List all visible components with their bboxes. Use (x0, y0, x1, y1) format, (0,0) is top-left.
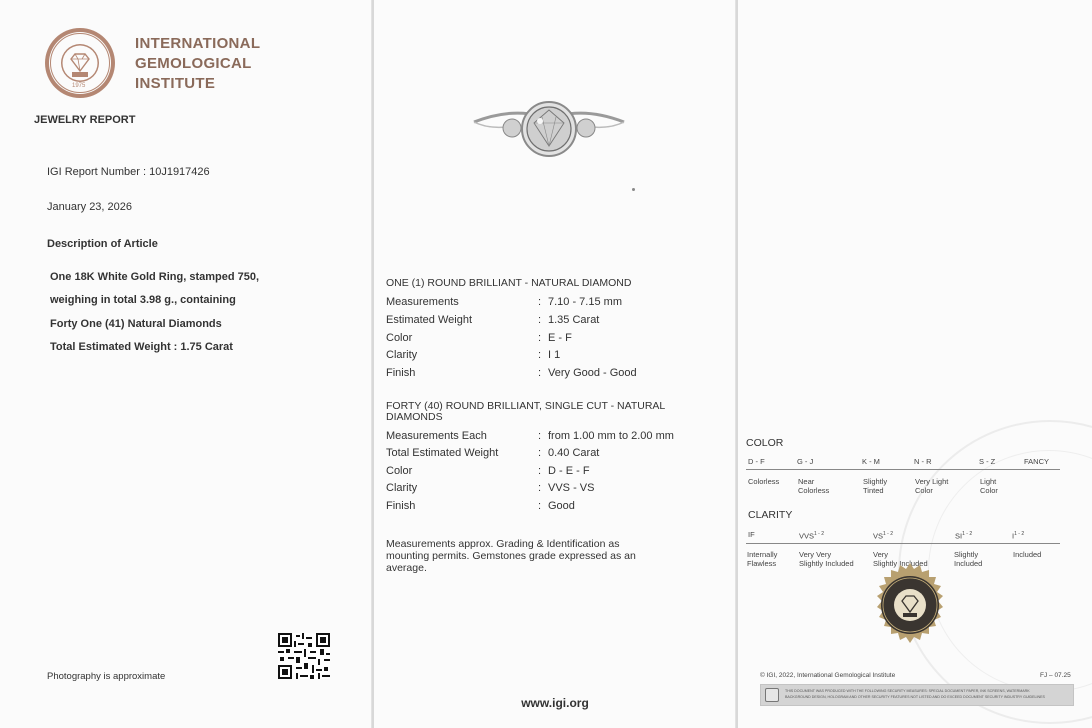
color-description: Colorless (798, 486, 830, 495)
center-stone-heading: ONE (1) ROUND BRILLIANT - NATURAL DIAMOND (386, 277, 632, 289)
report-type: JEWELRY REPORT (34, 114, 136, 126)
clarity-description: Slightly (954, 550, 979, 559)
middle-panel (374, 0, 736, 728)
side-stones-heading-cont: DIAMONDS (386, 411, 443, 423)
security-line: BACKGROUND DESIGN, HOLOGRAM AND OTHER SECURITY FEATURES NOT LISTED AND DO EXCEED DOCUMENT SECURITY INDUSTRY GUIDELINES (785, 695, 1045, 699)
side-stones-heading: FORTY (40) ROUND BRILLIANT, SINGLE CUT - NATURAL (386, 400, 666, 412)
brand-line-1: INTERNATIONAL (135, 35, 261, 52)
photo-note: Photography is approximate (47, 671, 166, 682)
form-code: FJ – 07.25 (1040, 672, 1071, 679)
clarity-grade-sup: 1 - 2 (1014, 531, 1025, 537)
row-value: 1.35 Carat (548, 314, 600, 326)
brand-line-2: GEMOLOGICAL (135, 55, 252, 72)
ring-photo (470, 96, 628, 162)
color-description: Tinted (863, 486, 884, 495)
clarity-description: Included (954, 559, 983, 568)
clarity-grade (799, 530, 824, 541)
igi-hologram-seal (864, 562, 956, 648)
note-line: mounting permits. Gemstones grade expressed as an (386, 550, 636, 562)
color-grade: N - R (914, 457, 932, 466)
description-heading: Description of Article (47, 238, 158, 250)
clarity-grade (1012, 530, 1024, 541)
color-description: Slightly (863, 477, 888, 486)
row-label: Finish (386, 367, 416, 379)
copyright: © IGI, 2022, International Gemological Institute (760, 672, 896, 679)
note-line: Measurements approx. Grading & Identification as (386, 538, 620, 550)
color-grade: S - Z (979, 457, 996, 466)
description-line: Total Estimated Weight : 1.75 Carat (50, 341, 233, 353)
description-line: Forty One (41) Natural Diamonds (50, 318, 222, 330)
row-value: Good (548, 500, 575, 512)
report-number: IGI Report Number : 10J1917426 (47, 166, 210, 178)
row-colon: : (538, 447, 542, 459)
row-colon: : (538, 332, 542, 344)
clarity-grade: IF (748, 530, 755, 539)
row-value: Very Good - Good (548, 367, 637, 379)
qr-code[interactable] (278, 633, 330, 679)
clarity-grade-sup: 1 - 2 (883, 531, 894, 537)
row-value: E - F (548, 332, 572, 344)
color-grade: D - F (748, 457, 765, 466)
row-label: Color (386, 465, 413, 477)
clarity-description: Internally (747, 550, 778, 559)
website-link[interactable]: www.igi.org (521, 696, 589, 710)
security-line: THIS DOCUMENT WAS PRODUCED WITH THE FOLLOWING SECURITY MEASURES: SPECIAL DOCUMENT PAPER, INK SCREENS, WATERMARK (785, 689, 1030, 693)
clarity-grade-base: VS (873, 531, 884, 541)
row-value: D - E - F (548, 465, 590, 477)
seal-year: 1975 (72, 83, 86, 89)
row-label: Clarity (386, 482, 418, 494)
paper-speck (632, 188, 635, 191)
color-description: Light (980, 477, 997, 486)
row-label: Estimated Weight (386, 314, 473, 326)
brand-line-3: INSTITUTE (135, 75, 216, 92)
clarity-grade-base: SI (955, 531, 963, 541)
clarity-grade-sup: 1 - 2 (814, 531, 825, 537)
security-text (785, 688, 1045, 700)
security-lock-icon (765, 688, 779, 702)
clarity-grade-base: I (1012, 531, 1015, 541)
clarity-description: Slightly Included (799, 559, 854, 568)
clarity-grade-base: VVS (799, 531, 815, 541)
row-value: 7.10 - 7.15 mm (548, 296, 622, 308)
row-label: Measurements (386, 296, 459, 308)
clarity-grade (873, 530, 893, 541)
row-colon: : (538, 349, 542, 361)
row-colon: : (538, 367, 542, 379)
color-grade: G - J (797, 457, 814, 466)
row-colon: : (538, 500, 542, 512)
row-value: from 1.00 mm to 2.00 mm (548, 430, 674, 442)
row-value: 0.40 Carat (548, 447, 600, 459)
row-colon: : (538, 465, 542, 477)
row-label: Total Estimated Weight (386, 447, 499, 459)
color-description: Color (980, 486, 998, 495)
row-colon: : (538, 314, 542, 326)
row-value: VVS - VS (548, 482, 595, 494)
report-date: January 23, 2026 (47, 201, 133, 213)
clarity-grade-sup: 1 - 2 (962, 531, 973, 537)
clarity-scale-rule (746, 543, 1060, 544)
clarity-grade (955, 530, 972, 541)
row-colon: : (538, 430, 542, 442)
clarity-description: Very (873, 550, 889, 559)
clarity-description: Included (1013, 550, 1042, 559)
color-grade: FANCY (1024, 457, 1050, 466)
security-strip (760, 684, 1074, 706)
color-scale-rule (746, 469, 1060, 470)
description-line: One 18K White Gold Ring, stamped 750, (50, 271, 260, 283)
right-panel (738, 0, 1092, 728)
row-label: Finish (386, 500, 416, 512)
left-panel (0, 0, 372, 728)
color-grade: K - M (862, 457, 880, 466)
color-scale-heading: COLOR (746, 437, 784, 449)
color-description: Very Light (915, 477, 949, 486)
clarity-scale-heading: CLARITY (748, 509, 793, 521)
row-value: I 1 (548, 349, 561, 361)
color-description: Near (798, 477, 815, 486)
description-line: weighing in total 3.98 g., containing (50, 294, 236, 306)
row-colon: : (538, 296, 542, 308)
clarity-description: Very Very (799, 550, 832, 559)
clarity-description: Flawless (747, 559, 777, 568)
row-label: Measurements Each (386, 430, 487, 442)
row-label: Clarity (386, 349, 418, 361)
row-colon: : (538, 482, 542, 494)
color-description: Color (915, 486, 933, 495)
color-description: Colorless (748, 477, 780, 486)
note-line: average. (386, 562, 427, 574)
clarity-description: Slightly Included (873, 559, 928, 568)
grading-note (386, 538, 636, 574)
brand-name (135, 34, 260, 94)
row-label: Color (386, 332, 413, 344)
